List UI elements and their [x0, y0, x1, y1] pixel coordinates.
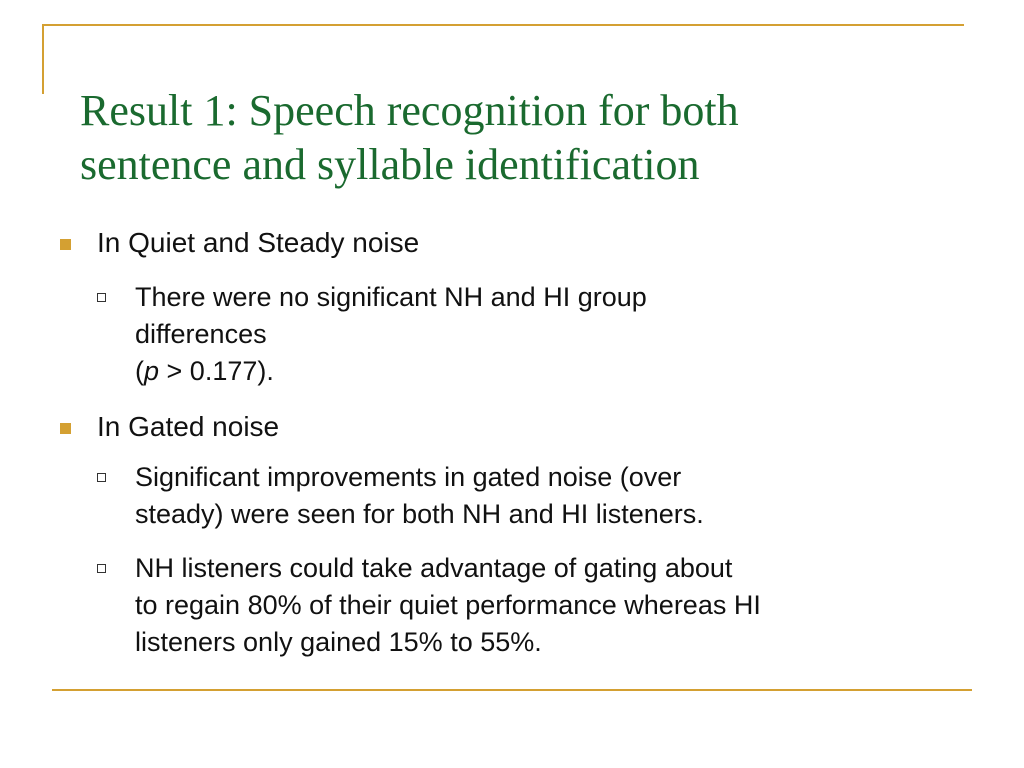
sub-bullet-line: listeners only gained 15% to 55%.	[135, 627, 542, 657]
hollow-square-bullet-icon	[97, 293, 106, 302]
p-value-line	[135, 353, 647, 390]
square-bullet-icon	[60, 423, 71, 434]
slide-title-line-2: sentence and syllable identification	[80, 140, 700, 189]
square-bullet-icon	[60, 239, 71, 250]
sub-bullet-line: NH listeners could take advantage of gating about	[135, 553, 733, 583]
sub-bullet-line: There were no significant NH and HI group	[135, 282, 647, 312]
frame-bottom-rule	[52, 689, 972, 691]
slide-title	[80, 84, 960, 192]
sub-bullet-line: differences	[135, 319, 267, 349]
sub-bullet-line: to regain 80% of their quiet performance whereas HI	[135, 590, 761, 620]
frame-left-rule	[42, 24, 44, 94]
frame-top-rule	[42, 24, 964, 26]
bullet-label: In Quiet and Steady noise	[97, 227, 420, 258]
bullet-label: In Gated noise	[97, 411, 280, 442]
p-value-open-paren: (	[135, 356, 144, 386]
hollow-square-bullet-icon	[97, 473, 106, 482]
p-symbol: p	[144, 356, 160, 386]
sub-bullet-line: steady) were seen for both NH and HI listeners.	[135, 499, 704, 529]
sub-bullet-text	[135, 459, 704, 533]
hollow-square-bullet-icon	[97, 564, 106, 573]
sub-bullet-text	[135, 550, 761, 661]
sub-bullet-text	[135, 279, 647, 390]
p-value-rest: > 0.177).	[159, 356, 274, 386]
sub-bullet-line: Significant improvements in gated noise (over	[135, 462, 682, 492]
slide-title-line-1: Result 1: Speech recognition for both	[80, 86, 739, 135]
